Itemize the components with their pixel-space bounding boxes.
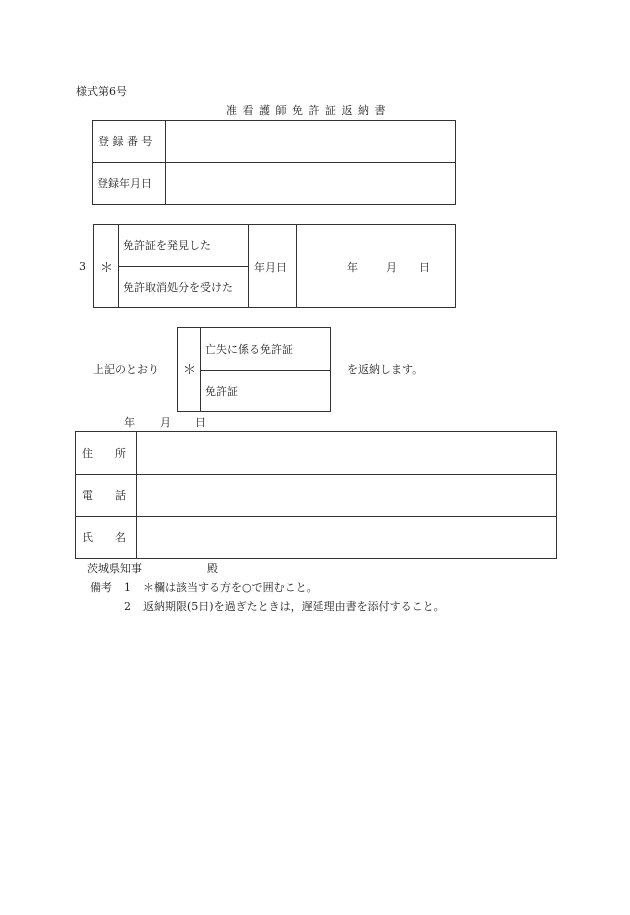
statement-box bbox=[177, 327, 331, 412]
document-title: 准 看 護 師 免 許 証 返 納 書 bbox=[226, 104, 387, 117]
asterisk-mark: ＊ bbox=[100, 261, 114, 276]
note-number: 1 bbox=[124, 581, 131, 594]
note-number: 2 bbox=[124, 600, 131, 613]
registration-number-label: 登 録 番 号 bbox=[98, 135, 153, 148]
registration-table bbox=[92, 120, 456, 205]
address-field[interactable] bbox=[138, 434, 554, 472]
item-number: 3 bbox=[79, 260, 86, 273]
section3-table bbox=[93, 224, 456, 308]
date-month: 月 bbox=[386, 261, 397, 274]
registration-date-field[interactable] bbox=[167, 165, 453, 202]
option-revoked[interactable]: 免許取消処分を受けた bbox=[123, 281, 233, 294]
addressee-governor: 茨城県知事 bbox=[87, 562, 142, 575]
registration-date-label: 登録年月日 bbox=[97, 177, 152, 190]
date-day: 日 bbox=[419, 261, 430, 274]
name-label: 氏 名 bbox=[82, 531, 126, 544]
address-label: 住 所 bbox=[82, 447, 126, 460]
name-field[interactable] bbox=[138, 518, 554, 556]
applicant-table bbox=[75, 431, 557, 559]
note-text: 返納期限(5日)を過ぎたときは，遅延理由書を添付すること。 bbox=[143, 600, 445, 613]
option-license[interactable]: 免許証 bbox=[205, 385, 238, 398]
statement-suffix: を返納します。 bbox=[347, 363, 424, 376]
submit-year: 年 bbox=[124, 416, 135, 429]
submit-day: 日 bbox=[195, 416, 206, 429]
phone-label: 電 話 bbox=[82, 489, 126, 502]
option-lost-license[interactable]: 亡失に係る免許証 bbox=[205, 343, 293, 356]
notes-heading: 備考 bbox=[90, 581, 112, 594]
note-text: ＊欄は該当する方を○で囲むこと。 bbox=[143, 581, 318, 594]
form-number: 様式第6号 bbox=[76, 85, 127, 98]
statement-prefix: 上記のとおり bbox=[93, 363, 159, 376]
date-header: 年月日 bbox=[254, 261, 287, 274]
registration-number-field[interactable] bbox=[167, 123, 453, 160]
option-found[interactable]: 免許証を発見した bbox=[123, 239, 211, 252]
statement-asterisk: ＊ bbox=[183, 363, 197, 378]
phone-field[interactable] bbox=[138, 476, 554, 514]
date-year: 年 bbox=[347, 261, 358, 274]
addressee-honorific: 殿 bbox=[207, 562, 218, 575]
submit-month: 月 bbox=[160, 416, 171, 429]
